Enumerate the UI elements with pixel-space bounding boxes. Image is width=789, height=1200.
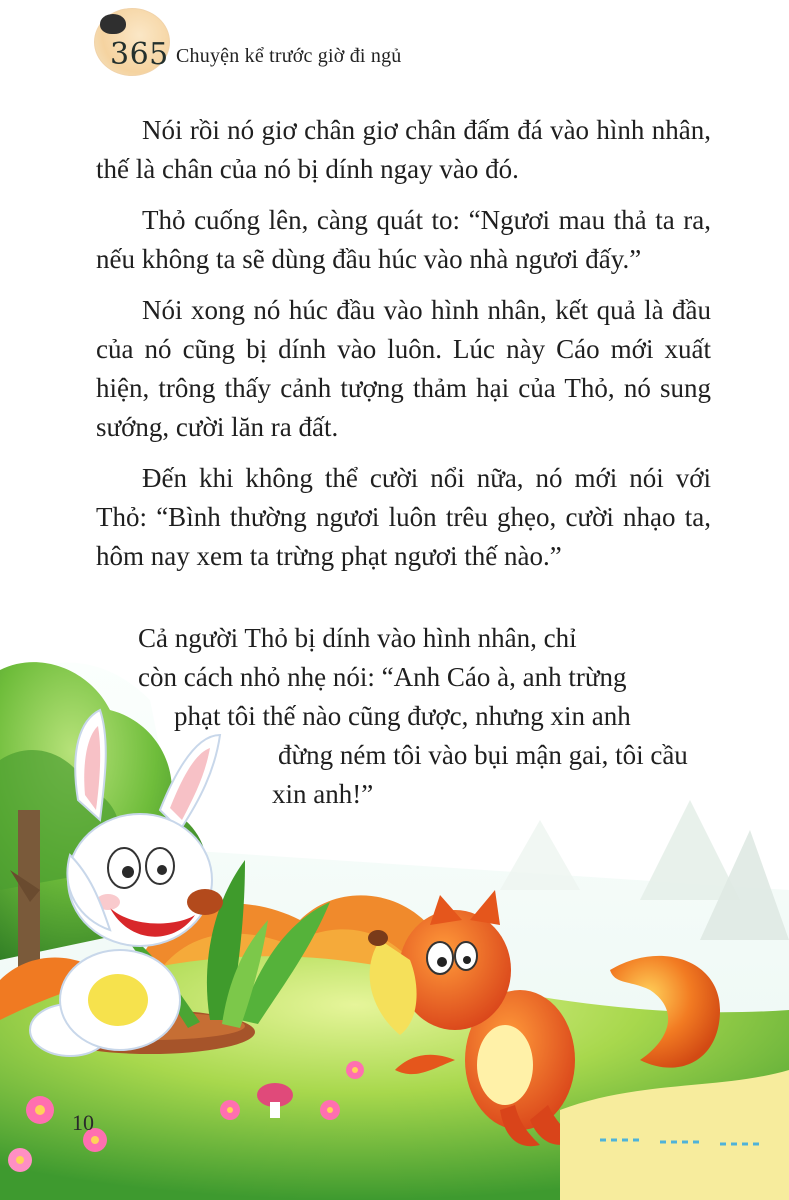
paragraph-line: phạt tôi thế nào cũng được, nhưng xin anh bbox=[174, 701, 631, 731]
paragraph-line: xin anh!” bbox=[272, 779, 374, 809]
series-title: Chuyện kể trước giờ đi ngủ bbox=[176, 45, 402, 67]
paragraph-line: đừng ném tôi vào bụi mận gai, tôi cầu bbox=[278, 740, 688, 770]
logo-number: 365 bbox=[110, 37, 169, 72]
paragraph: Nói rồi nó giơ chân giơ chân đấm đá vào hình nhân, thế là chân của nó bị dính ngay vào đó. bbox=[96, 115, 711, 184]
paragraph: Đến khi không thể cười nổi nữa, nó mới nói với Thỏ: “Bình thường ngươi luôn trêu ghẹo, cười nhạo ta, hôm nay xem ta trừng phạt ngươi thế nào.” bbox=[96, 463, 711, 571]
paragraph-line: còn cách nhỏ nhẹ nói: “Anh Cáo à, anh trừng bbox=[138, 662, 627, 692]
paragraph: Nói xong nó húc đầu vào hình nhân, kết quả là đầu của nó cũng bị dính vào luôn. Lúc này Cáo mới xuất hiện, trông thấy cảnh tượng thảm hại của Thỏ, nó sung sướng, cười lăn ra đất. bbox=[96, 295, 711, 442]
page-number: 10 bbox=[72, 1110, 94, 1135]
story-text bbox=[96, 111, 711, 576]
page-header bbox=[88, 8, 468, 78]
series-logo bbox=[88, 8, 174, 78]
paragraph-line: Cả người Thỏ bị dính vào hình nhân, chỉ bbox=[138, 623, 577, 653]
mouse-icon bbox=[100, 14, 126, 34]
last-paragraph bbox=[138, 619, 714, 814]
paragraph: Thỏ cuống lên, càng quát to: “Ngươi mau thả ta ra, nếu không ta sẽ dùng đầu húc vào nhà ngươi đấy.” bbox=[96, 205, 711, 274]
